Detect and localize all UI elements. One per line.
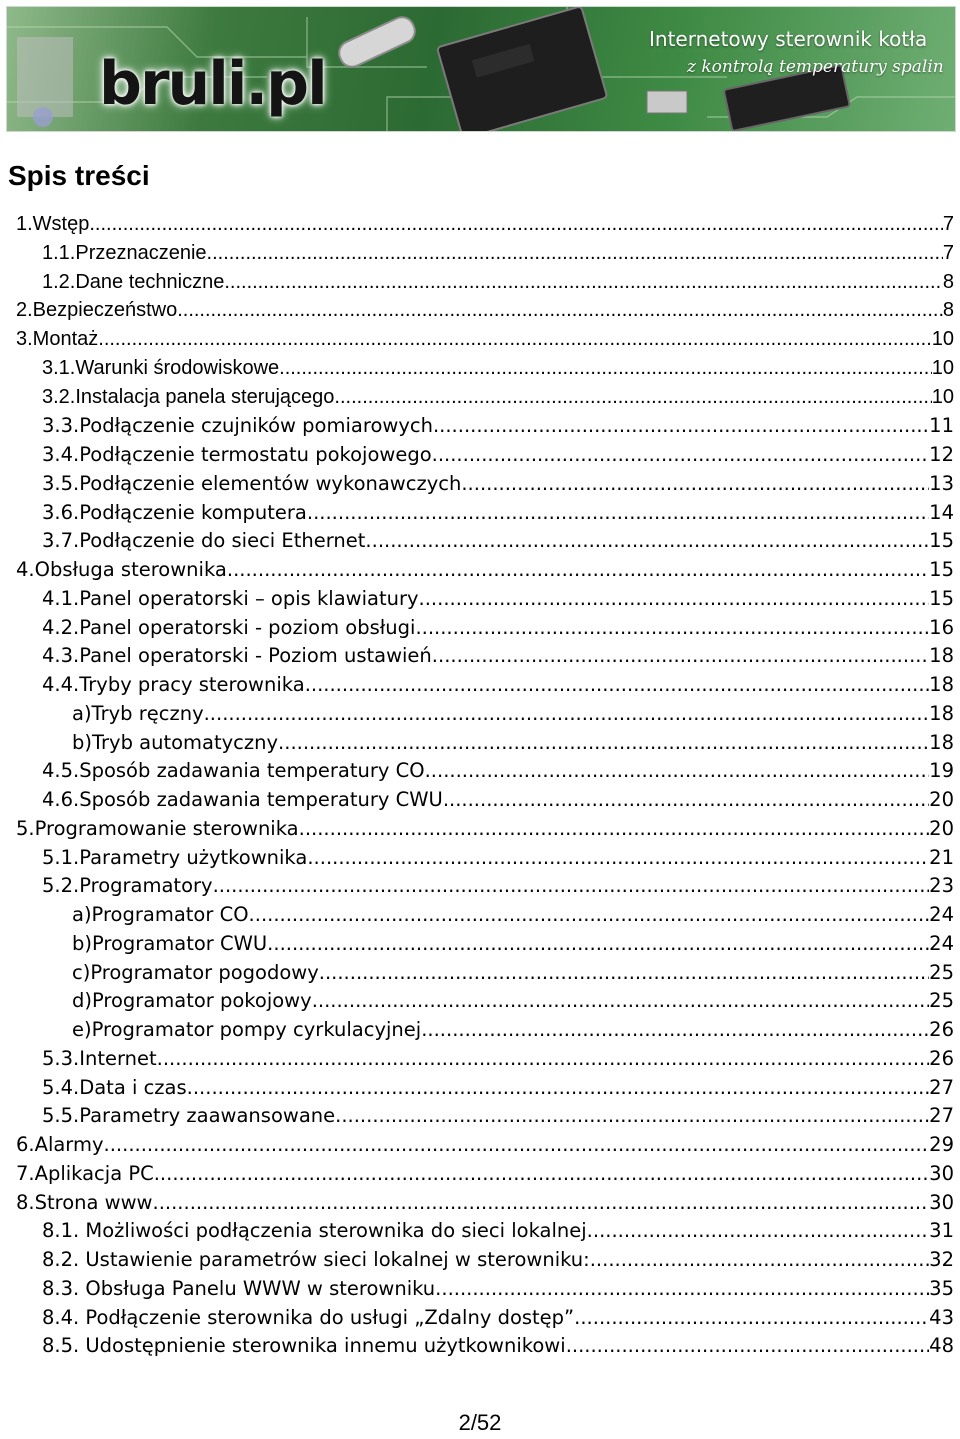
toc-entry-title: 4.5.Sposób zadawania temperatury CO	[42, 759, 425, 783]
toc-dot-leader	[213, 874, 930, 897]
toc-entry[interactable]	[42, 467, 954, 495]
toc-dot-leader	[279, 357, 932, 380]
toc-entry-page: 10	[931, 385, 954, 408]
toc-entry-title: 1.Wstęp	[16, 213, 90, 235]
toc-entry-page: 30	[929, 1161, 954, 1185]
banner-subtagline: z kontrolą temperatury spalin	[687, 57, 944, 77]
toc-entry[interactable]	[42, 869, 954, 897]
toc-entry-title: d)Programator pokojowy	[72, 989, 312, 1013]
toc-dot-leader	[224, 271, 943, 294]
toc-entry-title: 4.Obsługa sterownika	[16, 558, 227, 581]
toc-entry-page: 32	[929, 1248, 954, 1271]
toc-entry-title: 3.1.Warunki środowiskowe	[42, 356, 280, 379]
toc-dot-leader	[334, 386, 931, 409]
toc-entry[interactable]	[16, 323, 954, 351]
toc-entry-title: 8.1. Możliwości podłączenia sterownika do sieci lokalnej	[42, 1219, 587, 1243]
toc-entry[interactable]	[72, 898, 954, 926]
toc-entry-title: 6.Alarmy	[16, 1133, 104, 1156]
toc-entry-page: 43	[929, 1305, 954, 1329]
toc-entry-title: 3.2.Instalacja panela sterującego	[42, 385, 335, 408]
toc-entry[interactable]	[42, 668, 954, 696]
toc-entry-title: 8.4. Podłączenie sterownika do usługi „Zdalny dostęp”	[42, 1305, 575, 1329]
toc-entry-title: 3.5.Podłączenie elementów wykonawczych	[42, 471, 462, 495]
toc-entry[interactable]	[42, 783, 954, 811]
toc-entry-page: 48	[929, 1334, 954, 1358]
toc-entry[interactable]	[42, 1042, 954, 1070]
toc-entry-page: 35	[929, 1276, 954, 1300]
crystal-oscillator	[335, 13, 418, 70]
toc-dot-leader	[461, 472, 929, 495]
toc-entry[interactable]	[16, 1157, 954, 1185]
toc-entry-page: 30	[929, 1190, 954, 1214]
toc-entry-title: 2.Bezpieczeństwo	[16, 299, 178, 322]
toc-entry-page: 18	[929, 730, 954, 754]
toc-entry-page: 26	[929, 1018, 954, 1041]
toc-dot-leader	[587, 1219, 930, 1242]
toc-entry[interactable]	[42, 381, 954, 409]
toc-dot-leader	[177, 299, 943, 322]
toc-dot-leader	[312, 989, 929, 1012]
toc-entry-title: 3.6.Podłączenie komputera	[42, 500, 307, 524]
toc-entry-page: 24	[929, 931, 954, 955]
toc-entry-title: 5.Programowanie sterownika	[16, 816, 299, 840]
brand-logo: bruli.pl	[99, 49, 326, 119]
toc-dot-leader	[305, 673, 929, 696]
toc-entry[interactable]	[72, 956, 954, 984]
toc-dot-leader	[307, 501, 929, 524]
toc-entry-page: 31	[929, 1219, 954, 1243]
toc-entry[interactable]	[42, 352, 954, 380]
toc-entry-title: 3.4.Podłączenie termostatu pokojowego	[42, 443, 432, 466]
toc-dot-leader	[227, 558, 929, 581]
toc-entry-page: 13	[929, 471, 954, 495]
toc-entry-title: 5.5.Parametry zaawansowane	[42, 1104, 336, 1128]
toc-entry-page: 20	[929, 788, 954, 811]
toc-entry-page: 25	[929, 960, 954, 984]
toc-entry[interactable]	[72, 726, 954, 754]
toc-entry[interactable]	[16, 1128, 954, 1156]
toc-dot-leader	[425, 759, 930, 782]
toc-entry-title: b)Tryb automatyczny	[72, 730, 279, 754]
toc-entry[interactable]	[42, 841, 954, 869]
toc-entry-page: 27	[929, 1104, 954, 1128]
toc-entry-page: 18	[929, 701, 954, 725]
toc-entry[interactable]	[42, 1329, 954, 1357]
toc-entry-title: 4.2.Panel operatorski - poziom obsługi	[42, 615, 416, 639]
toc-entry-page: 16	[929, 615, 954, 639]
toc-dot-leader	[421, 1018, 929, 1041]
toc-entry-page: 21	[929, 845, 954, 869]
processor-chip	[437, 7, 607, 131]
toc-entry-page: 10	[931, 328, 954, 350]
toc-dot-leader	[566, 1334, 929, 1357]
toc-dot-leader	[278, 731, 929, 754]
toc-entry[interactable]	[42, 1243, 954, 1271]
toc-dot-leader	[365, 529, 929, 552]
toc-dot-leader	[335, 1104, 929, 1127]
toc-entry[interactable]	[42, 611, 954, 639]
toc-entry-page: 8	[942, 299, 954, 322]
toc-entry-page: 14	[929, 500, 954, 524]
toc-entry[interactable]	[42, 1272, 954, 1300]
toc-entry[interactable]	[16, 812, 954, 840]
toc-entry-page: 26	[929, 1046, 954, 1070]
toc-entry-title: 7.Aplikacja PC	[16, 1161, 154, 1185]
toc-dot-leader	[104, 1133, 930, 1156]
toc-entry-title: 4.4.Tryby pracy sterownika	[42, 673, 305, 696]
toc-dot-leader	[98, 328, 931, 351]
toc-entry-title: b)Programator CWU	[72, 931, 268, 955]
toc-entry[interactable]	[42, 582, 954, 610]
toc-entry-title: c)Programator pogodowy	[72, 960, 319, 984]
toc-entry-title: 4.1.Panel operatorski – opis klawiatury	[42, 586, 419, 610]
toc-entry[interactable]	[16, 553, 954, 581]
toc-entry-page: 10	[931, 356, 954, 379]
toc-entry-page: 11	[929, 414, 954, 438]
toc-entry[interactable]	[16, 208, 954, 236]
toc-dot-leader	[590, 1248, 929, 1271]
toc-entry-title: 5.2.Programatory	[42, 874, 213, 898]
toc-dot-leader	[153, 1191, 930, 1214]
page-title: Spis treści	[8, 160, 150, 191]
toc-entry-title: 3.3.Podłączenie czujników pomiarowych	[42, 414, 433, 438]
toc-entry[interactable]	[42, 409, 954, 437]
toc-entry[interactable]	[42, 496, 954, 524]
toc-entry[interactable]	[42, 1099, 954, 1127]
toc-entry-page: 20	[929, 816, 954, 840]
toc-entry-page: 18	[929, 644, 954, 668]
toc-entry-page: 29	[929, 1133, 954, 1156]
toc-entry-page: 19	[929, 759, 954, 783]
toc-dot-leader	[419, 587, 930, 610]
toc-entry[interactable]	[72, 697, 954, 725]
toc-entry[interactable]	[42, 1071, 954, 1099]
toc-entry[interactable]	[16, 294, 954, 322]
toc-entry-title: a)Tryb ręczny	[72, 701, 204, 725]
toc-dot-leader	[207, 242, 943, 265]
toc-entry-title: a)Programator CO	[72, 903, 249, 926]
toc-entry[interactable]	[72, 984, 954, 1012]
toc-entry-page: 8	[942, 270, 954, 293]
toc-entry-page: 27	[929, 1075, 954, 1099]
toc-entry-title: 5.3.Internet	[42, 1046, 157, 1070]
toc-entry[interactable]	[16, 1186, 954, 1214]
toc-dot-leader	[432, 443, 930, 466]
toc-entry[interactable]	[42, 524, 954, 552]
toc-dot-leader	[432, 644, 929, 667]
toc-dot-leader	[299, 817, 930, 840]
toc-entry-title: 4.6.Sposób zadawania temperatury CWU	[42, 788, 443, 811]
toc-entry[interactable]	[42, 1214, 954, 1242]
toc-dot-leader	[319, 961, 929, 984]
header-banner	[6, 6, 956, 132]
toc-dot-leader	[187, 1076, 930, 1099]
toc-entry-title: 8.2. Ustawienie parametrów sieci lokalnej w sterowniku:	[42, 1248, 590, 1271]
toc-entry-title: 8.3. Obsługa Panelu WWW w sterowniku	[42, 1276, 436, 1300]
toc-entry[interactable]	[42, 237, 954, 265]
toc-entry-page: 18	[929, 673, 954, 696]
page-number: 2/52	[458, 1410, 502, 1435]
toc-entry-title: 8.Strona www	[16, 1190, 153, 1214]
toc-entry[interactable]	[42, 266, 954, 294]
toc-entry-page: 7	[942, 241, 954, 264]
toc-dot-leader	[204, 702, 930, 725]
toc-entry-title: 4.3.Panel operatorski - Poziom ustawień	[42, 644, 432, 668]
toc-entry[interactable]	[42, 1301, 954, 1329]
toc-entry-page: 24	[929, 903, 954, 926]
toc-dot-leader	[433, 414, 929, 437]
toc-dot-leader	[307, 846, 929, 869]
toc-entry[interactable]	[42, 754, 954, 782]
banner-tagline: Internetowy sterownik kotła	[649, 27, 928, 51]
toc-entry[interactable]	[42, 438, 954, 466]
toc-entry-title: 3.7.Podłączenie do sieci Ethernet	[42, 529, 366, 553]
toc-dot-leader	[154, 1162, 929, 1185]
toc-entry-page: 7	[942, 213, 954, 235]
toc-entry-title: 3.Montaż	[16, 328, 99, 350]
toc-dot-leader	[415, 616, 929, 639]
toc-entry-page: 15	[929, 558, 954, 581]
toc-entry-title: 1.2.Dane techniczne	[42, 270, 225, 293]
toc-dot-leader	[435, 1277, 929, 1300]
toc-entry[interactable]	[72, 927, 954, 955]
toc-entry-page: 25	[929, 989, 954, 1013]
toc-dot-leader	[89, 213, 943, 236]
toc-entry[interactable]	[42, 639, 954, 667]
toc-entry-title: e)Programator pompy cyrkulacyjnej	[72, 1018, 422, 1041]
toc-dot-leader	[249, 903, 930, 926]
toc-entry-page: 12	[929, 443, 954, 466]
toc-entry-page: 15	[929, 529, 954, 553]
toc-entry-page: 15	[929, 586, 954, 610]
toc-dot-leader	[574, 1306, 929, 1329]
toc-dot-leader	[157, 1047, 930, 1070]
toc-entry-title: 1.1.Przeznaczenie	[42, 241, 207, 264]
toc-entry[interactable]	[72, 1013, 954, 1041]
toc-entry-title: 5.4.Data i czas	[42, 1075, 187, 1099]
toc-entry-page: 23	[929, 874, 954, 898]
toc-dot-leader	[443, 788, 929, 811]
toc-dot-leader	[267, 932, 929, 955]
toc-entry-title: 8.5. Udostępnienie sterownika innemu użytkownikowi	[42, 1334, 566, 1358]
toc-entry-title: 5.1.Parametry użytkownika	[42, 845, 308, 869]
